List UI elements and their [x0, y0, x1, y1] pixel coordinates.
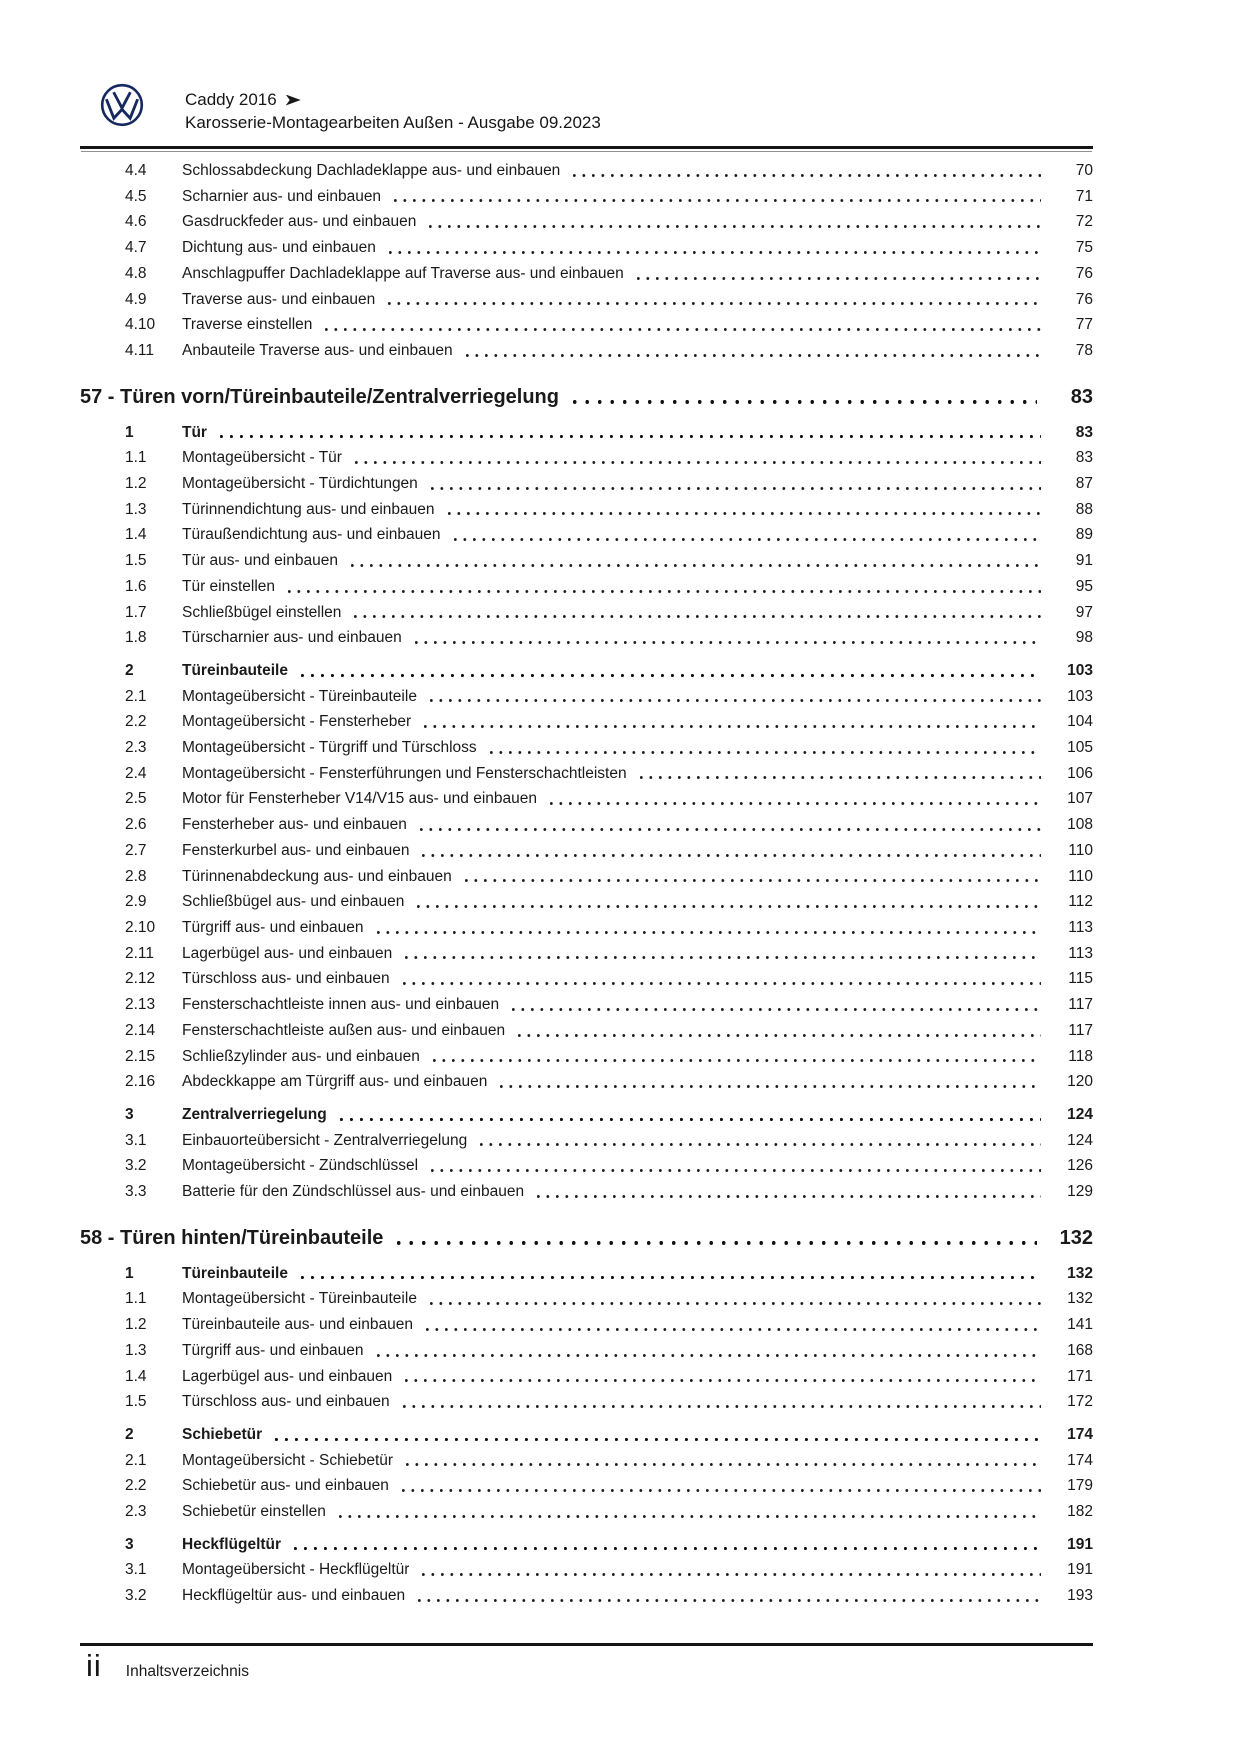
entry-number: 3: [125, 1105, 134, 1123]
toc-entry: [80, 1583, 1093, 1609]
page-number: 124: [1067, 1105, 1093, 1123]
toc-entry: [80, 1364, 1093, 1390]
page-number: 83: [1075, 423, 1093, 441]
entry-title: Türschloss aus- und einbauen: [182, 970, 390, 988]
entry-title: Batterie für den Zündschlüssel aus- und einbauen: [182, 1183, 525, 1201]
toc-entry: [80, 1179, 1093, 1205]
entry-title: Anbauteile Traverse aus- und einbauen: [182, 341, 453, 359]
page-number: 132: [1067, 1264, 1093, 1282]
page-number: 117: [1068, 1021, 1093, 1039]
page-number: 171: [1067, 1367, 1093, 1385]
entry-number: 2.1: [125, 687, 147, 705]
entry-number: 2.7: [125, 841, 147, 859]
entry-title: Tür einstellen: [182, 577, 276, 595]
dot-leader: [426, 1328, 1041, 1331]
toc-entry: [80, 735, 1093, 761]
page-number: 83: [1075, 449, 1093, 467]
entry-number: 1.5: [125, 552, 147, 570]
page-number: 191: [1067, 1535, 1093, 1553]
entry-number: 3.2: [125, 1587, 147, 1605]
dot-leader: [430, 699, 1041, 702]
page-number: 124: [1067, 1131, 1093, 1149]
entry-title: Fensterschachtleiste außen aus- und einbauen: [182, 1021, 506, 1039]
dot-leader: [288, 590, 1041, 593]
entry-number: 3: [125, 1535, 134, 1553]
page-number: 103: [1067, 661, 1093, 679]
entry-number: 2.4: [125, 764, 147, 782]
toc-entry: [80, 1069, 1093, 1095]
dot-leader: [480, 1143, 1041, 1146]
toc-entry: [80, 864, 1093, 890]
entry-title: Heckflügeltür aus- und einbauen: [182, 1587, 406, 1605]
page-number: 106: [1067, 764, 1093, 782]
entry-title: Schließbügel einstellen: [182, 603, 342, 621]
page-number: 120: [1067, 1073, 1093, 1091]
entry-title: Montageübersicht - Tür: [182, 449, 342, 467]
entry-number: 3.3: [125, 1183, 147, 1201]
page-number: 83: [1070, 385, 1093, 408]
entry-number: 1.1: [125, 449, 147, 467]
entry-number: 1: [125, 423, 134, 441]
page-number: 113: [1068, 918, 1093, 936]
page-number: 174: [1067, 1451, 1093, 1469]
entry-title: Montageübersicht - Türeinbauteile: [182, 1290, 417, 1308]
entry-title: Lagerbügel aus- und einbauen: [182, 1367, 393, 1385]
page-number: 88: [1075, 500, 1093, 518]
toc-entry: [80, 1422, 1093, 1448]
dot-leader: [355, 461, 1041, 464]
dot-leader: [301, 1276, 1041, 1279]
footer-divider: [80, 1643, 1093, 1646]
entry-number: 4.4: [125, 162, 147, 179]
entry-number: 2.3: [125, 1503, 147, 1521]
entry-number: 1.8: [125, 629, 147, 647]
page-number: 78: [1075, 341, 1093, 359]
entry-number: 2: [125, 1425, 134, 1443]
entry-number: 4.8: [125, 264, 147, 282]
entry-title: Schiebetür aus- und einbauen: [182, 1477, 389, 1495]
toc-entry: [80, 941, 1093, 967]
dot-leader: [406, 1463, 1041, 1466]
page-number: 113: [1068, 944, 1093, 962]
toc-section-heading: [80, 382, 1093, 412]
page-number: 87: [1075, 475, 1093, 493]
entry-number: 4.9: [125, 290, 147, 308]
page-number: 97: [1075, 603, 1093, 621]
entry-title: Tür aus- und einbauen: [182, 552, 338, 570]
dot-leader: [420, 828, 1041, 831]
entry-title: Lagerbügel aus- und einbauen: [182, 944, 393, 962]
page-number: 179: [1067, 1477, 1093, 1495]
dot-leader: [573, 400, 1037, 404]
dot-leader: [294, 1547, 1041, 1550]
entry-number: 2: [125, 661, 134, 679]
entry-title: Schlossabdeckung Dachladeklappe aus- und einbauen: [182, 162, 561, 179]
toc-entry: [80, 209, 1093, 235]
toc-entry: [80, 287, 1093, 313]
toc-entry: [80, 1499, 1093, 1525]
page-number: 126: [1067, 1157, 1093, 1175]
entry-title: Montageübersicht - Zündschlüssel: [182, 1157, 419, 1175]
entry-title: Türschloss aus- und einbauen: [182, 1393, 390, 1411]
dot-leader: [573, 174, 1041, 177]
entry-number: 2.2: [125, 713, 147, 731]
entry-number: 4.10: [125, 316, 156, 334]
page-number: 98: [1075, 629, 1093, 647]
toc-entry: [80, 1102, 1093, 1128]
section-heading-label: 57 - Türen vorn/Türeinbauteile/Zentralverriegelung: [80, 385, 559, 408]
entry-title: Fensterkurbel aus- und einbauen: [182, 841, 410, 859]
page-number: 110: [1068, 867, 1093, 885]
page-number: 75: [1075, 239, 1093, 257]
entry-number: 1.3: [125, 1341, 147, 1359]
toc-entry: [80, 184, 1093, 210]
dot-leader: [405, 1379, 1041, 1382]
dot-leader: [377, 931, 1041, 934]
dot-leader: [448, 512, 1042, 515]
toc-entry: [80, 338, 1093, 364]
page-number: 168: [1067, 1341, 1093, 1359]
entry-number: 2.14: [125, 1021, 156, 1039]
entry-number: 1: [125, 1264, 134, 1282]
dot-leader: [388, 302, 1041, 305]
toc-entry: [80, 574, 1093, 600]
entry-number: 3.1: [125, 1131, 147, 1149]
entry-number: 2.13: [125, 996, 156, 1014]
dot-leader: [405, 956, 1041, 959]
entry-title: Montageübersicht - Heckflügeltür: [182, 1561, 410, 1579]
page-number: 174: [1067, 1425, 1093, 1443]
entry-title: Türaußendichtung aus- und einbauen: [182, 526, 441, 544]
toc-entry: [80, 158, 1093, 184]
entry-title: Türeinbauteile aus- und einbauen: [182, 1316, 413, 1334]
toc-entry: [80, 1338, 1093, 1364]
footer-page-number: ii: [86, 1648, 102, 1683]
page-number: 70: [1075, 162, 1093, 179]
dot-leader: [417, 905, 1041, 908]
entry-number: 1.2: [125, 1316, 147, 1334]
dot-leader: [422, 854, 1041, 857]
entry-title: Montageübersicht - Türeinbauteile: [182, 687, 417, 705]
entry-title: Türeinbauteile: [182, 1264, 288, 1282]
dot-leader: [550, 802, 1041, 805]
toc-entry: [80, 261, 1093, 287]
entry-number: 2.11: [125, 944, 155, 962]
toc-entry: [80, 445, 1093, 471]
toc-entry: [80, 915, 1093, 941]
entry-number: 2.10: [125, 918, 156, 936]
page-number: 71: [1075, 187, 1093, 205]
toc-entry: [80, 548, 1093, 574]
dot-leader: [433, 1059, 1041, 1062]
entry-title: Abdeckkappe am Türgriff aus- und einbauen: [182, 1073, 488, 1091]
dot-leader: [431, 487, 1041, 490]
entry-number: 2.3: [125, 739, 147, 757]
entry-title: Türgriff aus- und einbauen: [182, 1341, 364, 1359]
page-number: 115: [1068, 970, 1093, 988]
page-number: 112: [1068, 893, 1093, 911]
toc-entry: [80, 1557, 1093, 1583]
entry-title: Türeinbauteile: [182, 661, 288, 679]
dot-leader: [418, 1599, 1041, 1602]
toc-entry: [80, 471, 1093, 497]
toc-entry: [80, 838, 1093, 864]
dot-leader: [354, 615, 1041, 618]
entry-number: 2.5: [125, 790, 147, 808]
entry-number: 1.6: [125, 577, 147, 595]
entry-title: Montageübersicht - Türgriff und Türschloss: [182, 739, 477, 757]
entry-title: Schließbügel aus- und einbauen: [182, 893, 405, 911]
toc-entry: [80, 1473, 1093, 1499]
toc-entry: [80, 1261, 1093, 1287]
dot-leader: [403, 982, 1041, 985]
entry-title: Einbauorteübersicht - Zentralverriegelung: [182, 1131, 468, 1149]
toc-entry: [80, 1389, 1093, 1415]
toc-entry: [80, 684, 1093, 710]
entry-title: Montageübersicht - Fensterheber: [182, 713, 412, 731]
toc: [80, 158, 1093, 1609]
toc-entry: [80, 786, 1093, 812]
entry-number: 3.2: [125, 1157, 147, 1175]
toc-entry: [80, 1286, 1093, 1312]
entry-number: 2.16: [125, 1073, 156, 1091]
entry-title: Fensterheber aus- und einbauen: [182, 816, 407, 834]
toc-entry: [80, 966, 1093, 992]
entry-title: Zentralverriegelung: [182, 1105, 327, 1123]
entry-number: 2.12: [125, 970, 156, 988]
dot-leader: [339, 1515, 1041, 1518]
toc-entry: [80, 992, 1093, 1018]
model-name: Caddy 2016: [185, 90, 277, 109]
toc-entry: [80, 625, 1093, 651]
page-footer: [86, 1648, 249, 1684]
entry-title: Traverse einstellen: [182, 316, 313, 334]
dot-leader: [275, 1438, 1041, 1441]
dot-leader: [429, 225, 1041, 228]
page-number: 110: [1068, 841, 1093, 859]
dot-leader: [301, 674, 1041, 677]
page-number: 132: [1067, 1290, 1093, 1308]
entry-title: Türgriff aus- und einbauen: [182, 918, 364, 936]
entry-number: 4.6: [125, 213, 147, 231]
toc-entry: [80, 1312, 1093, 1338]
dot-leader: [500, 1085, 1041, 1088]
entry-title: Dichtung aus- und einbauen: [182, 239, 376, 257]
page-number: 105: [1067, 739, 1093, 757]
toc-entry: [80, 1532, 1093, 1558]
dot-leader: [637, 277, 1041, 280]
entry-title: Gasdruckfeder aus- und einbauen: [182, 213, 417, 231]
page-number: 129: [1067, 1183, 1093, 1201]
entry-title: Montageübersicht - Schiebetür: [182, 1451, 394, 1469]
dot-leader: [537, 1195, 1041, 1198]
toc-entry: [80, 1128, 1093, 1154]
entry-number: 1.3: [125, 500, 147, 518]
toc-entry: [80, 1448, 1093, 1474]
entry-number: 1.5: [125, 1393, 147, 1411]
entry-title: Montageübersicht - Fensterführungen und Fensterschachtleisten: [182, 764, 627, 782]
page-number: 77: [1075, 316, 1093, 334]
entry-title: Heckflügeltür: [182, 1535, 282, 1553]
toc-entry: [80, 1153, 1093, 1179]
page-number: 104: [1067, 713, 1093, 731]
dot-leader: [490, 751, 1041, 754]
dot-leader: [466, 354, 1041, 357]
toc-entry: [80, 497, 1093, 523]
entry-title: Tür: [182, 423, 207, 441]
dot-leader: [389, 251, 1041, 254]
header-doc-line: Karosserie-Montagearbeiten Außen - Ausgabe 09.2023: [185, 113, 601, 132]
entry-number: 4.7: [125, 239, 147, 257]
toc-entry: [80, 889, 1093, 915]
toc-entry: [80, 761, 1093, 787]
dot-leader: [518, 1034, 1041, 1037]
page-number: 72: [1075, 213, 1093, 231]
dot-leader: [424, 725, 1041, 728]
toc-entry: [80, 420, 1093, 446]
page-number: 91: [1075, 552, 1093, 570]
entry-title: Fensterschachtleiste innen aus- und einbauen: [182, 996, 500, 1014]
dot-leader: [465, 879, 1041, 882]
entry-number: 1.2: [125, 475, 147, 493]
page-number: 95: [1075, 577, 1093, 595]
entry-title: Traverse aus- und einbauen: [182, 290, 376, 308]
entry-title: Motor für Fensterheber V14/V15 aus- und einbauen: [182, 790, 538, 808]
toc-entry: [80, 1018, 1093, 1044]
toc-entry: [80, 600, 1093, 626]
page-number: 172: [1067, 1393, 1093, 1411]
toc-entry: [80, 235, 1093, 261]
dot-leader: [431, 1169, 1041, 1172]
entry-title: Türinnenabdeckung aus- und einbauen: [182, 867, 452, 885]
entry-title: Schließzylinder aus- und einbauen: [182, 1047, 420, 1065]
dot-leader: [394, 199, 1041, 202]
dot-leader: [220, 435, 1041, 438]
page-number: 107: [1067, 790, 1093, 808]
entry-title: Türinnendichtung aus- und einbauen: [182, 500, 435, 518]
entry-title: Schiebetür einstellen: [182, 1503, 326, 1521]
page-number: 182: [1067, 1503, 1093, 1521]
header-divider: [80, 146, 1093, 149]
toc-entry: [80, 312, 1093, 338]
page-number: 117: [1068, 996, 1093, 1014]
entry-title: Schiebetür: [182, 1425, 263, 1443]
dot-leader: [325, 328, 1041, 331]
page-header: [185, 88, 601, 134]
toc-section-heading: [80, 1223, 1093, 1253]
entry-number: 1.4: [125, 1367, 147, 1385]
toc-entry: [80, 709, 1093, 735]
dot-leader: [397, 1241, 1037, 1245]
toc-entry: [80, 658, 1093, 684]
dot-leader: [422, 1573, 1041, 1576]
dot-leader: [351, 564, 1041, 567]
entry-number: 4.11: [125, 341, 155, 359]
entry-number: 2.1: [125, 1451, 147, 1469]
dot-leader: [454, 538, 1041, 541]
dot-leader: [340, 1118, 1041, 1121]
entry-number: 1.7: [125, 603, 147, 621]
entry-title: Scharnier aus- und einbauen: [182, 187, 382, 205]
page-number: 103: [1067, 687, 1093, 705]
section-heading-label: 58 - Türen hinten/Türeinbauteile: [80, 1226, 384, 1249]
entry-number: 3.1: [125, 1561, 147, 1579]
entry-number: 2.6: [125, 816, 147, 834]
entry-title: Türscharnier aus- und einbauen: [182, 629, 402, 647]
volkswagen-logo: [100, 83, 144, 127]
dot-leader: [430, 1302, 1041, 1305]
dot-leader: [403, 1405, 1041, 1408]
dot-leader: [640, 776, 1041, 779]
entry-number: 2.8: [125, 867, 147, 885]
footer-label: Inhaltsverzeichnis: [125, 1663, 249, 1680]
dot-leader: [512, 1008, 1041, 1011]
page-number: 141: [1067, 1316, 1093, 1334]
page-number: 108: [1067, 816, 1093, 834]
page-number: 193: [1067, 1587, 1093, 1605]
page-number: 76: [1075, 290, 1093, 308]
toc-entry: [80, 1044, 1093, 1070]
entry-number: 2.2: [125, 1477, 147, 1495]
header-model-line: [185, 88, 601, 111]
toc-entry: [80, 522, 1093, 548]
dot-leader: [415, 641, 1041, 644]
page-number: 118: [1068, 1047, 1093, 1065]
page-number: 132: [1059, 1226, 1093, 1249]
entry-number: 1.1: [125, 1290, 147, 1308]
page-number: 191: [1067, 1561, 1093, 1579]
entry-number: 4.5: [125, 187, 147, 205]
dot-leader: [402, 1489, 1041, 1492]
entry-title: Montageübersicht - Türdichtungen: [182, 475, 418, 493]
entry-number: 2.15: [125, 1047, 156, 1065]
toc-entry: [80, 812, 1093, 838]
page-number: 76: [1075, 264, 1093, 282]
entry-number: 2.9: [125, 893, 147, 911]
page-number: 89: [1075, 526, 1093, 544]
dot-leader: [377, 1354, 1041, 1357]
entry-number: 1.4: [125, 526, 147, 544]
entry-title: Anschlagpuffer Dachladeklappe auf Traverse aus- und einbauen: [182, 264, 624, 282]
right-arrow-icon: [286, 95, 301, 106]
